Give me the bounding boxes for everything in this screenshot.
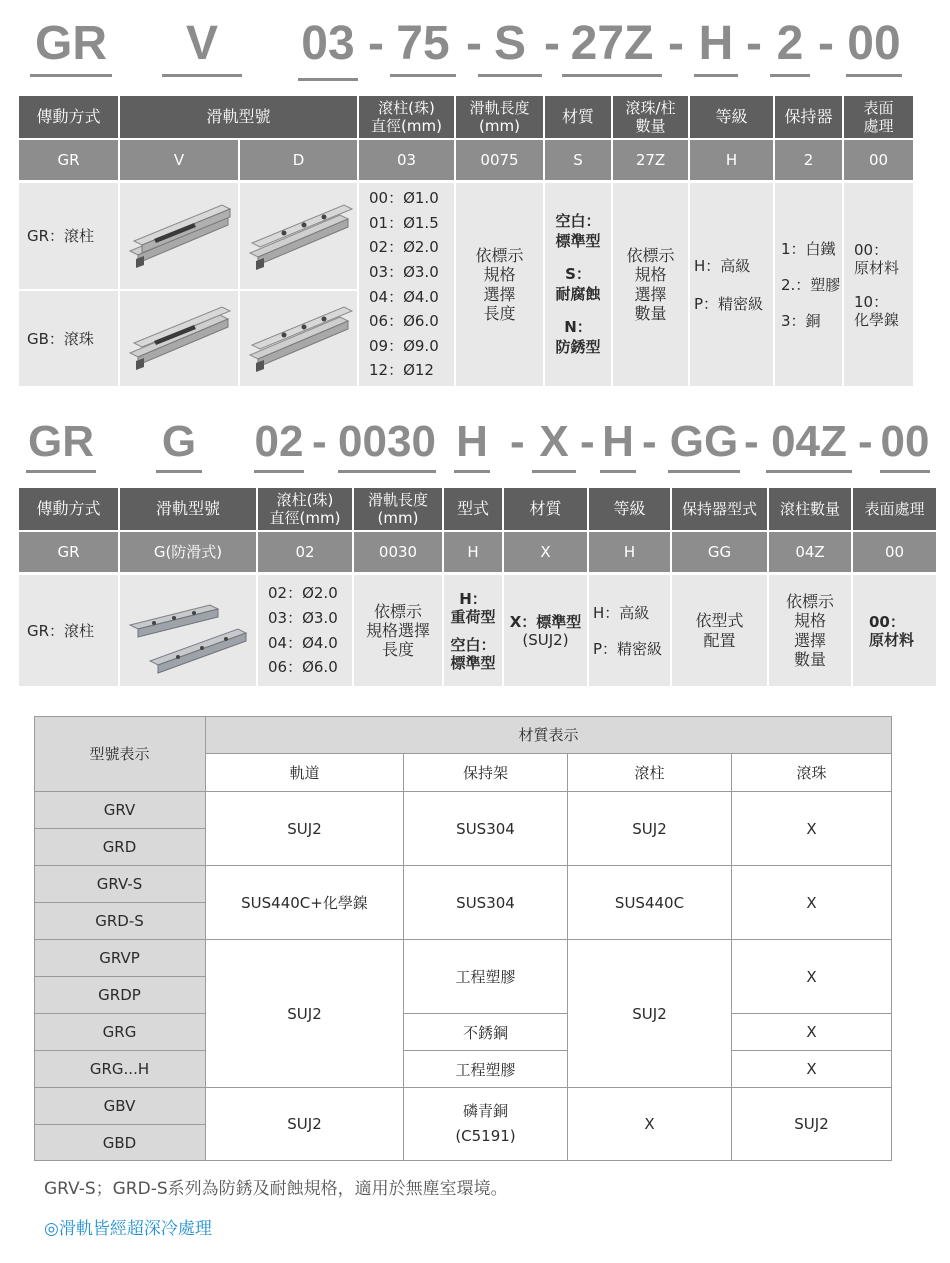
code1-dash: - [668,17,684,70]
t1-header-surface: 表面 處理 [844,96,913,138]
mat-g3-cage-b: 不銹鋼 [404,1014,568,1051]
mat-model-header: 型號表示 [34,716,206,792]
code1-grade: H [694,20,738,68]
t2-code-surface: 00 [853,532,936,572]
t2-material-options: X：標準型 (SUJ2) [504,575,587,686]
mat-col-ball: 滾珠 [732,754,892,792]
mat-g1-cage: SUS304 [404,792,568,866]
t1-diameter-item: 01：Ø1.5 [369,213,439,232]
t2-code-form: H [444,532,502,572]
cryogenic-treatment-note: ◎滑軌皆經超深冷處理 [44,1219,212,1239]
t2-header-grade: 等級 [589,488,670,530]
t1-header-retainer: 保持器 [775,96,842,138]
code1-material: S [478,20,542,68]
code1-drive: GR [30,20,112,68]
code2-material: X [532,420,576,464]
t2-header-diameter: 滾柱(珠) 直徑(mm) [258,488,352,530]
code1-surface: 00 [846,20,902,68]
t2-header-retainer: 保持器型式 [672,488,767,530]
mat-model: GRDP [34,977,206,1014]
mat-g2-cage: SUS304 [404,866,568,940]
code2-dash: - [580,417,595,466]
code2-dash: - [312,417,327,466]
t2-header-length: 滑軌長度 (mm) [354,488,442,530]
t2-header-surface: 表面處理 [853,488,936,530]
t2-diameter-list [258,575,352,686]
code2-surface: 00 [880,420,930,464]
t1-code-qty: 27Z [613,140,688,180]
t2-code-material: X [504,532,587,572]
t2-code-diameter: 02 [258,532,352,572]
t2-header-material: 材質 [504,488,587,530]
code1-retainer: 2 [770,20,810,68]
t1-code-drive: GR [19,140,118,180]
t1-header-grade: 等級 [690,96,773,138]
t1-diameter-item: 06：Ø6.0 [369,312,439,331]
t2-code-length: 0030 [354,532,442,572]
code2-dash: - [858,417,873,466]
t2-drive-gr: GR：滾柱 [19,575,118,686]
t1-diameter-item: 09：Ø9.0 [369,336,439,355]
t1-code-grade: H [690,140,773,180]
code2-length: 0030 [338,420,436,464]
t2-diameter-item: 06：Ø6.0 [268,658,338,677]
t2-header-drive: 傳動方式 [19,488,118,530]
mat-material-header: 材質表示 [206,716,892,754]
t2-diameter-item: 04：Ø4.0 [268,633,338,652]
code2-dash: - [642,417,657,466]
mat-g4-cage: 磷青銅 (C5191) [404,1088,568,1161]
t1-length-note: 依標示 規格 選擇 長度 [456,183,543,386]
t2-code-grade: H [589,532,670,572]
mat-g3-cage-a: 工程塑膠 [404,940,568,1014]
t2-code-retainer: GG [672,532,767,572]
mat-g3-ball-c: X [732,1051,892,1088]
rust-resistant-note: GRV-S；GRD-S系列為防銹及耐蝕規格，適用於無塵室環境。 [44,1179,508,1199]
mat-g2-ball: X [732,866,892,940]
t2-code-rail-type: G(防滑式) [120,532,256,572]
code1-dash: - [818,17,834,70]
mat-model: GBV [34,1088,206,1125]
code1-rail-type: V [162,20,242,68]
mat-g1-rail: SUJ2 [206,792,404,866]
code2-qty: 04Z [766,420,852,464]
code2-retainer: GG [668,420,740,464]
mat-model: GRG...H [34,1051,206,1088]
mat-model: GRVP [34,940,206,977]
t2-retainer-note: 依型式 配置 [672,575,767,686]
mat-g1-roller: SUJ2 [568,792,732,866]
t2-qty-note: 依標示 規格 選擇 數量 [769,575,851,686]
t1-grade-options: H：高級 P：精密級 [690,183,773,386]
code2-rail-type: G [156,420,202,464]
t1-header-rail-type: 滑軌型號 [120,96,357,138]
mat-model: GRD-S [34,903,206,940]
t2-diameter-item: 03：Ø3.0 [268,608,338,627]
code1-dash: - [466,17,482,70]
t2-diameter-item: 02：Ø2.0 [268,584,338,603]
code2-diameter: 02 [254,420,304,464]
t2-header-rail-type: 滑軌型號 [120,488,256,530]
t1-code-v: V [120,140,238,180]
t1-code-material: S [545,140,611,180]
mat-g3-ball-a: X [732,940,892,1014]
code1-dash: - [746,17,762,70]
rail-g-image [124,583,252,679]
t1-header-drive: 傳動方式 [19,96,118,138]
t1-code-length: 0075 [456,140,543,180]
t2-grade-options: H：高級 P：精密級 [589,575,670,686]
t1-qty-note: 依標示 規格 選擇 數量 [613,183,688,386]
t1-code-d: D [240,140,357,180]
code1-dash: - [544,17,560,70]
code2-drive: GR [26,420,96,464]
t1-code-retainer: 2 [775,140,842,180]
mat-g3-roller: SUJ2 [568,940,732,1088]
code1-dash: - [368,17,384,70]
mat-col-rail: 軌道 [206,754,404,792]
material-table [34,716,892,1161]
code2-form: H [454,420,490,464]
t1-header-material: 材質 [545,96,611,138]
t1-drive-gr: GR：滾柱 [19,183,118,289]
t1-material-options: 空白： 標準型 S： 耐腐蝕 N： 防銹型 [545,183,611,386]
mat-col-roller: 滾柱 [568,754,732,792]
t2-image-g [120,575,256,686]
mat-col-cage: 保持架 [404,754,568,792]
mat-g2-roller: SUS440C [568,866,732,940]
code2-dash: - [510,417,525,466]
mat-model: GRV-S [34,866,206,903]
mat-g4-ball: SUJ2 [732,1088,892,1161]
mat-g1-ball: X [732,792,892,866]
t1-header-qty: 滾珠/柱 數量 [613,96,688,138]
t1-drive-gb: GB：滾珠 [19,291,118,386]
mat-model: GRV [34,792,206,829]
t1-code-surface: 00 [844,140,913,180]
t2-header-qty: 滾柱數量 [769,488,851,530]
t2-form-options: H： 重荷型 空白： 標準型 [444,575,502,686]
t1-code-diameter: 03 [359,140,454,180]
t1-surface-options: 00： 原材料 10： 化學鎳 [844,183,913,386]
t2-header-form: 型式 [444,488,502,530]
code1-length: 75 [390,20,456,68]
t2-length-note: 依標示 規格選擇 長度 [354,575,442,686]
mat-g3-ball-b: X [732,1014,892,1051]
t2-code-qty: 04Z [769,532,851,572]
mat-g2-rail: SUS440C+化學鎳 [206,866,404,940]
t1-diameter-item: 00：Ø1.0 [369,189,439,208]
t1-diameter-item: 02：Ø2.0 [369,238,439,257]
mat-g3-rail: SUJ2 [206,940,404,1088]
mat-g3-cage-c: 工程塑膠 [404,1051,568,1088]
code1-diameter: 03 [298,20,358,68]
mat-g4-rail: SUJ2 [206,1088,404,1161]
t1-header-diameter: 滾柱(珠) 直徑(mm) [359,96,454,138]
mat-g4-roller: X [568,1088,732,1161]
t1-diameter-item: 12：Ø12 [369,361,434,380]
t1-diameter-item: 03：Ø3.0 [369,262,439,281]
code2-dash: - [744,417,759,466]
code1-qty: 27Z [562,20,662,68]
mat-model: GBD [34,1125,206,1161]
code2-grade: H [600,420,636,464]
t2-code-drive: GR [19,532,118,572]
mat-model: GRD [34,829,206,866]
t1-header-length: 滑軌長度 (mm) [456,96,543,138]
mat-model: GRG [34,1014,206,1051]
t1-retainer-options: 1：白鐵 2.：塑膠 3：銅 [775,183,842,386]
t1-diameter-item: 04：Ø4.0 [369,287,439,306]
t2-surface-options: 00： 原材料 [853,575,936,686]
